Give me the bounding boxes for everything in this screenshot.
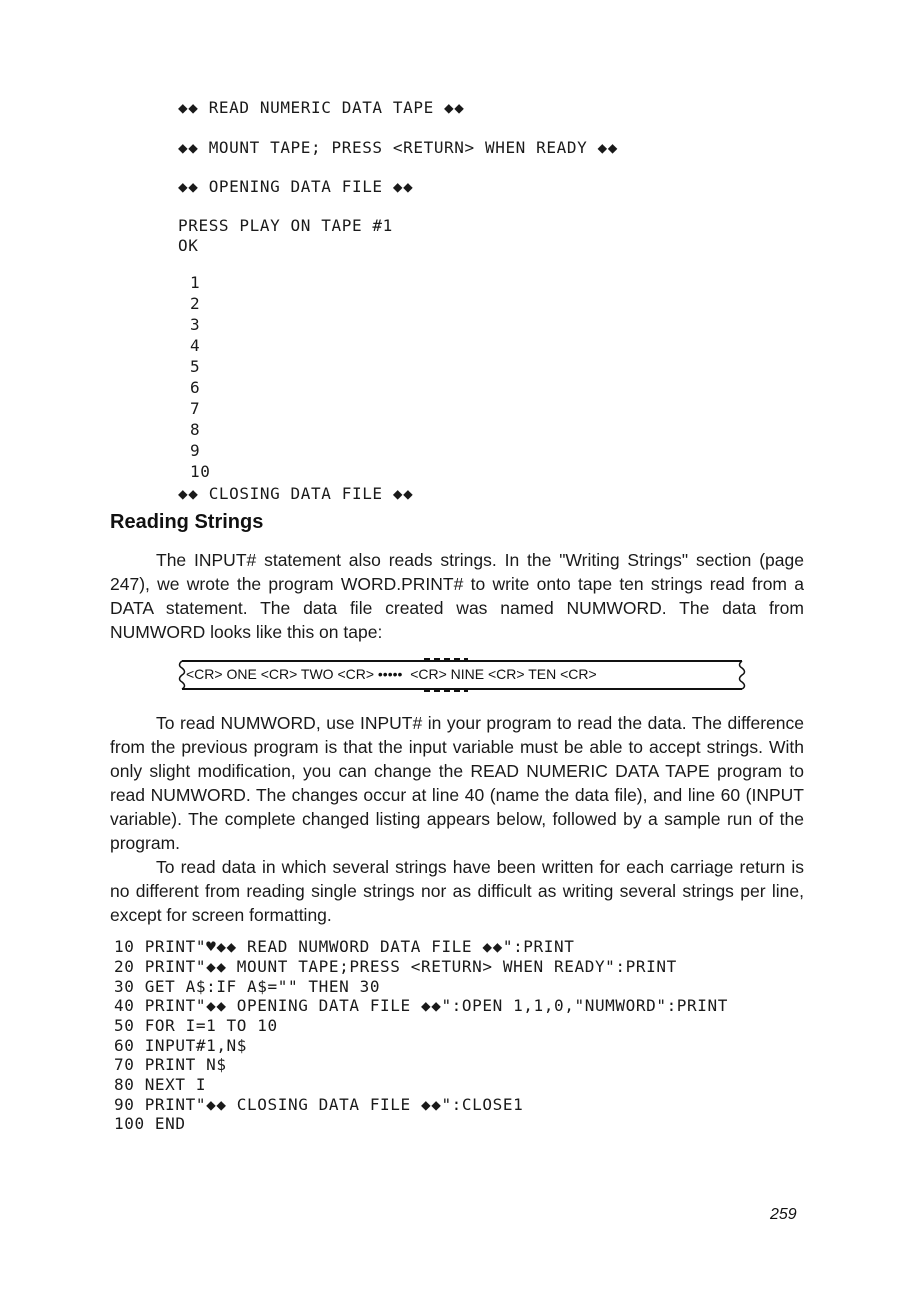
screen-number: 6: [190, 378, 201, 397]
screen-opening-line: ◆◆ OPENING DATA FILE ◆◆: [178, 177, 414, 196]
screen-number: 5: [190, 357, 201, 376]
page-number: 259: [770, 1206, 797, 1223]
paragraph-text: The INPUT# statement also reads strings. In the "Writing Strings" section (page 247), we wrote the program WORD.PRINT# to write onto tape ten strings read from a DATA statement. The data file created was named NUMWORD. The data from NUMWORD looks like this on tape:: [110, 550, 804, 642]
screen-number: 1: [190, 273, 201, 292]
screen-mount-line: ◆◆ MOUNT TAPE; PRESS <RETURN> WHEN READY ◆◆: [178, 138, 619, 157]
paragraph-text: To read data in which several strings have been written for each carriage return is no different from reading single strings nor as difficult as writing several strings per line, except for screen formatting.: [110, 857, 804, 925]
listing-line: 60 INPUT#1,N$: [114, 1036, 248, 1055]
listing-line: 40 PRINT"◆◆ OPENING DATA FILE ◆◆":OPEN 1,1,0,"NUMWORD":PRINT: [114, 996, 728, 1015]
screen-number: 9: [190, 441, 201, 460]
screen-title-line: ◆◆ READ NUMERIC DATA TAPE ◆◆: [178, 98, 465, 117]
paragraph-explanation: [110, 711, 804, 927]
screen-number: 2: [190, 294, 201, 313]
paragraph-intro: [110, 548, 804, 644]
listing-line: 100 END: [114, 1114, 186, 1133]
section-heading: Reading Strings: [110, 511, 264, 533]
screen-number: 7: [190, 399, 201, 418]
listing-line: 20 PRINT"◆◆ MOUNT TAPE;PRESS <RETURN> WHEN READY":PRINT: [114, 957, 677, 976]
screen-ok-line: OK: [178, 236, 199, 255]
screen-closing-line: ◆◆ CLOSING DATA FILE ◆◆: [178, 484, 414, 503]
listing-line: 50 FOR I=1 TO 10: [114, 1016, 278, 1035]
screen-number: 3: [190, 315, 201, 334]
listing-line: 70 PRINT N$: [114, 1055, 227, 1074]
paragraph-text: To read NUMWORD, use INPUT# in your program to read the data. The difference from the previous program is that the input variable must be able to accept strings. With only slight modification, you can change the READ NUMERIC DATA TAPE program to read NUMWORD. The changes occur at line 40 (name the data file), and line 60 (INPUT variable). The complete changed listing appears below, followed by a sample run of the program.: [110, 713, 804, 853]
listing-line: 30 GET A$:IF A$="" THEN 30: [114, 977, 381, 996]
screen-number: 4: [190, 336, 201, 355]
tape-contents: <CR> ONE <CR> TWO <CR> ••••• <CR> NINE <CR> TEN <CR>: [186, 666, 597, 682]
tape-diagram: [176, 658, 748, 693]
screen-number: 10: [190, 462, 211, 481]
listing-line: 90 PRINT"◆◆ CLOSING DATA FILE ◆◆":CLOSE1: [114, 1095, 524, 1114]
screen-number: 8: [190, 420, 201, 439]
listing-line: 80 NEXT I: [114, 1075, 207, 1094]
screen-press-play-line: PRESS PLAY ON TAPE #1: [178, 216, 393, 235]
listing-line: 10 PRINT"♥◆◆ READ NUMWORD DATA FILE ◆◆":PRINT: [114, 937, 575, 956]
